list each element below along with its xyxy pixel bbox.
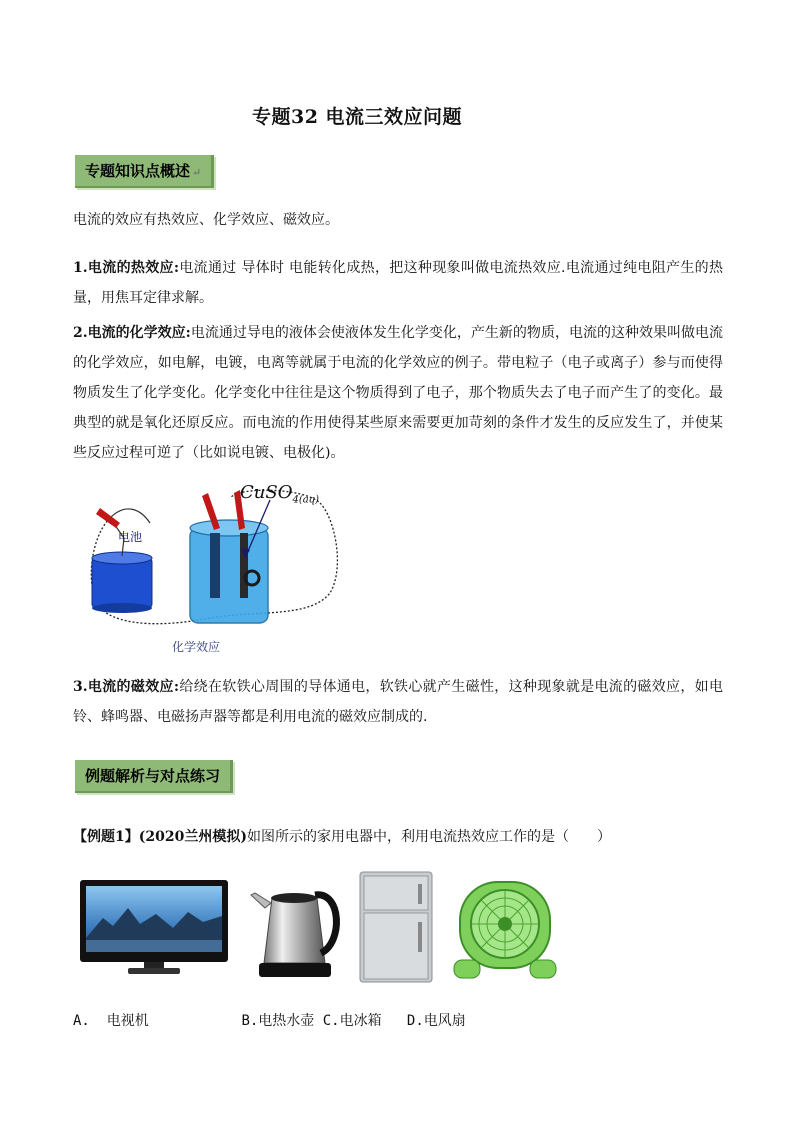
chemical-effect-label: 2.电流的化学效应: xyxy=(73,325,191,341)
figure-caption: 化学效应 xyxy=(172,640,221,654)
section-heading-overview-text: 专题知识点概述 xyxy=(85,162,191,180)
formula-subscript: 4(aq) xyxy=(292,494,319,506)
return-mark: ↵ xyxy=(192,166,202,179)
example-tag: 【例题1】 xyxy=(73,829,139,845)
magnetic-effect-text: 给绕在软铁心周围的导体通电，软铁心就产生磁性，这种现象就是电流的磁效应，如电铃、蜂鸣器、电磁扬声器等都是利用电流的磁效应制成的. xyxy=(73,679,723,725)
section-heading-overview xyxy=(75,155,214,188)
refrigerator-image xyxy=(358,870,434,985)
option-c: C.电冰箱 xyxy=(322,1013,382,1029)
heat-effect-text: 电流通过 导体时 电能转化成热，把这种现象叫做电流热效应.电流通过纯电阻产生的热量，用焦耳定律求解。 xyxy=(73,260,723,306)
page-title: 专题32 电流三效应问题 xyxy=(251,106,463,128)
chemical-effect-figure xyxy=(80,478,350,658)
magnetic-effect-paragraph xyxy=(73,672,723,732)
tv-image xyxy=(78,878,230,978)
section-heading-examples xyxy=(75,760,233,793)
example-question-text: 如图所示的家用电器中，利用电流热效应工作的是（ ） xyxy=(246,829,611,845)
fan-image xyxy=(452,878,557,983)
heat-effect-label: 1.电流的热效应: xyxy=(73,260,179,276)
option-d: D.电风扇 xyxy=(406,1013,466,1029)
option-b: B.电热水壶 xyxy=(241,1013,315,1029)
kettle-image xyxy=(247,873,342,983)
heat-effect-paragraph xyxy=(73,253,723,313)
option-a: A. 电视机 xyxy=(73,1013,149,1029)
intro-paragraph: 电流的效应有热效应、化学效应、磁效应。 xyxy=(73,212,339,228)
chemical-effect-paragraph xyxy=(73,318,723,468)
cuso4-formula xyxy=(240,482,319,506)
formula-main: CuSO xyxy=(240,482,293,503)
chemical-effect-text: 电流通过导电的液体会使液体发生化学变化，产生新的物质，电流的这种效果叫做电流的化学效应，如电解，电镀，电离等就属于电流的化学效应的例子。带电粒子（电子或离子）参与而使得物质发生了化学变化。化学变化中往往是这个物质得到了电子，那个物质失去了电子而产生了的变化。最典型的就是氧化还原反应。而电流的作用使得某些原来需要更加苛刻的条件才发生的反应发生了，并使某些反应过程可逆了（比如说电镀、电极化)。 xyxy=(73,325,723,461)
battery-label: 电池 xyxy=(118,530,143,544)
magnetic-effect-label: 3.电流的磁效应: xyxy=(73,679,179,695)
example-question xyxy=(73,822,723,852)
section-heading-examples-text: 例题解析与对点练习 xyxy=(85,767,221,785)
answer-options xyxy=(73,1010,466,1030)
example-source: (2020兰州模拟) xyxy=(138,829,247,845)
